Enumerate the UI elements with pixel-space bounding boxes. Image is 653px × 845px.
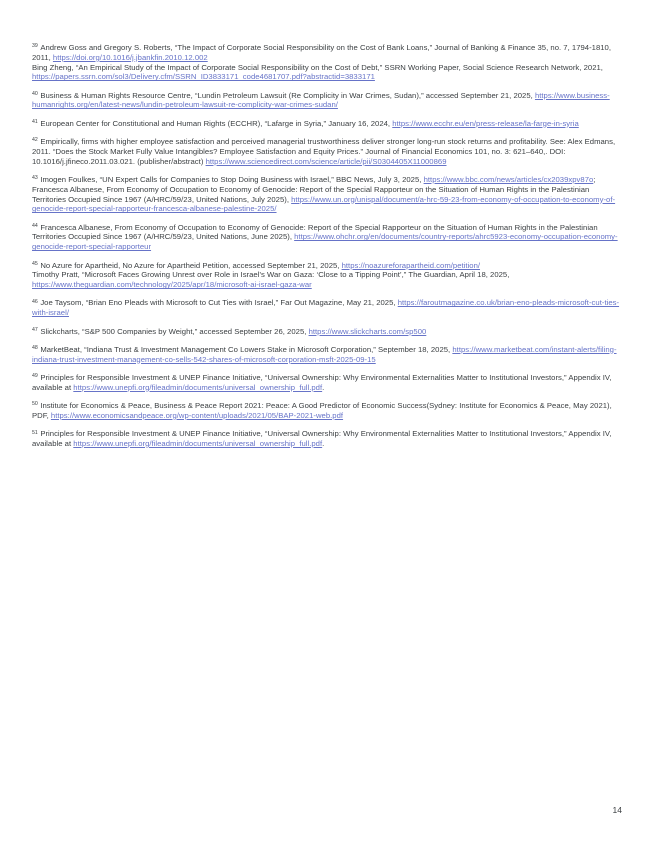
footnote-47 (32, 327, 623, 337)
footnote-text: Empirically, firms with higher employee satisfaction and perceived managerial trustworthiness deliver stronger long-run stock returns and profitability. See: Alex Edmans, 2011. “Does the Stock Market Fully Value Intangibles? Employee Satisfaction and Equity Prices.” Journal of Financial Economics 101, no. 3: 621–640,. DOI: 10.1016/j.jfineco.2011.03.021. (publisher/abstract) (32, 137, 616, 166)
footnote-number: 43 (32, 175, 38, 182)
footnote-number: 51 (32, 429, 38, 436)
footnote-text: . (322, 438, 325, 448)
footnote-42 (32, 137, 623, 166)
footnote-39 (32, 43, 623, 82)
citation-link[interactable]: https://faroutmagazine.co.uk/brian-eno-pleads-microsoft-cut-ties-with-israel/ (32, 298, 620, 318)
footnote-49 (32, 373, 623, 393)
page-number: 14 (612, 805, 622, 815)
footnote-46 (32, 298, 623, 318)
footnote-text: . (322, 382, 325, 392)
footnote-text: Imogen Foulkes, “UN Expert Calls for Companies to Stop Doing Business with Israel,” BBC News, July 3, 2025, (40, 174, 424, 184)
footnote-number: 41 (32, 119, 38, 126)
citation-link[interactable]: https://noazureforapartheid.com/petition/ (341, 260, 481, 270)
footnote-41 (32, 119, 623, 129)
footnote-43 (32, 175, 623, 214)
footnote-text: ; (593, 174, 596, 184)
footnote-number: 40 (32, 91, 38, 98)
footnote-45 (32, 261, 623, 290)
footnote-text: Slickcharts, “S&P 500 Companies by Weight,” accessed September 26, 2025, (40, 326, 309, 336)
footnote-text: MarketBeat, “Indiana Trust & Investment Management Co Lowers Stake in Microsoft Corporation,” September 18, 2025, (40, 344, 453, 354)
footnote-51 (32, 429, 623, 449)
footnote-number: 46 (32, 298, 38, 305)
citation-link[interactable]: https://www.unepfi.org/fileadmin/documents/universal_ownership_full.pdf (73, 382, 323, 392)
footnote-number: 44 (32, 223, 38, 230)
citation-link[interactable]: https://www.marketbeat.com/instant-alerts/filing-indiana-trust-investment-management-co-sells-542-shares-of-microsoft-corporation-msft-2025-09-15 (32, 344, 617, 364)
citation-link[interactable]: https://www.theguardian.com/technology/2025/apr/18/microsoft-ai-israel-gaza-war (32, 280, 312, 290)
footnote-text: Institute for Economics & Peace, Business & Peace Report 2021: Peace: A Good Predictor of Economic Success(Sydney: Institute for Economics & Peace, May 2021), PDF, (32, 401, 612, 420)
footnote-text: Principles for Responsible Investment & UNEP Finance Initiative, “Universal Ownership: Why Environmental Externalities Matter to Institutional Investors,” Appendix IV, available at (32, 429, 612, 448)
citation-link[interactable]: https://www.economicsandpeace.org/wp-content/uploads/2021/05/BAP-2021-web.pdf (50, 410, 344, 420)
footnote-48 (32, 345, 623, 365)
footnote-text: Principles for Responsible Investment & UNEP Finance Initiative, “Universal Ownership: Why Environmental Externalities Matter to Institutional Investors,” Appendix IV, available at (32, 372, 612, 392)
footnote-text: Timothy Pratt, “Microsoft Faces Growing Unrest over Role in Israel's War on Gaza: ‘Close to a Tipping Point’,” The Guardian, April 18, 2025, (32, 270, 510, 280)
citation-link[interactable]: https://www.ohchr.org/en/documents/country-reports/ahrc5923-economy-occupation-economy-genocide-report-special-rapporteur (32, 232, 618, 252)
citation-link[interactable]: https://www.unepfi.org/fileadmin/documents/universal_ownership_full.pdf (73, 438, 323, 448)
citation-link[interactable]: https://www.un.org/unispal/document/a-hrc-59-23-from-economy-of-occupation-to-economy-of-genocide-report-special-rapporteur-francesca-albanese-palestine-2025/ (32, 194, 616, 214)
footnote-50 (32, 401, 623, 421)
citation-link[interactable]: https://www.ecchr.eu/en/press-release/la-farge-in-syria (392, 118, 579, 128)
footnote-number: 45 (32, 260, 38, 267)
citation-link[interactable]: https://www.sciencedirect.com/science/article/pii/S0304405X11000869 (205, 156, 447, 166)
footnote-text: Joe Taysom, “Brian Eno Pleads with Microsoft to Cut Ties with Israel,” Far Out Magazine, May 21, 2025, (40, 298, 398, 308)
footnote-number: 42 (32, 137, 38, 144)
footnote-text: No Azure for Apartheid, No Azure for Apartheid Petition, accessed September 21, 2025, (40, 260, 342, 270)
footnote-text: Bing Zheng, “An Empirical Study of the Impact of Corporate Social Responsibility on the Cost of Debt,” SSRN Working Paper, Social Science Research Network, 2021, (32, 62, 603, 72)
footnote-number: 47 (32, 326, 38, 333)
citation-link[interactable]: https://www.slickcharts.com/sp500 (308, 326, 427, 336)
footnotes-list (32, 43, 623, 457)
footnote-text: Francesca Albanese, From Economy of Occupation to Economy of Genocide: Report of the Special Rapporteur on the Situation of Human Rights in the Palestinian Territories Occupied Since 1967 (A/HRC/59/23, United Nations, June 2025), (32, 222, 598, 242)
footnote-text: Andrew Goss and Gregory S. Roberts, “The Impact of Corporate Social Responsibility on the Cost of Bank Loans,” Journal of Banking & Finance 35, no. 7, 1794-1810, 2011, (32, 43, 612, 62)
footnote-number: 49 (32, 373, 38, 380)
footnote-40 (32, 91, 623, 111)
footnote-44 (32, 223, 623, 252)
footnote-text: European Center for Constitutional and Human Rights (ECCHR), “Lafarge in Syria,” January 16, 2024, (40, 118, 393, 128)
footnote-number: 39 (32, 43, 38, 50)
footnote-number: 48 (32, 345, 38, 352)
footnote-text: Francesca Albanese, From Economy of Occupation to Economy of Genocide: Report of the Special Rapporteur on the Situation of Human Rights in the Palestinian Territories Occupied Since 1967 (A/HRC/59/23, United Nations, July 2025), (32, 184, 590, 204)
citation-link[interactable]: https://doi.org/10.1016/j.jbankfin.2010.12.002 (52, 52, 208, 62)
footnote-text: Business & Human Rights Resource Centre, “Lundin Petroleum Lawsuit (Re Complicity in War Crimes, Sudan),” accessed September 21, 2025, (40, 90, 535, 100)
footnote-number: 50 (32, 401, 38, 408)
citation-link[interactable]: https://www.business-humanrights.org/en/latest-news/lundin-petroleum-lawsuit-re-complicity-war-crimes-sudan/ (32, 90, 610, 110)
citation-link[interactable]: https://papers.ssrn.com/sol3/Delivery.cfm/SSRN_ID3833171_code4681707.pdf?abstractid=3833171 (32, 72, 375, 82)
citation-link[interactable]: https://www.bbc.com/news/articles/cx2039xpv87o (423, 174, 594, 184)
